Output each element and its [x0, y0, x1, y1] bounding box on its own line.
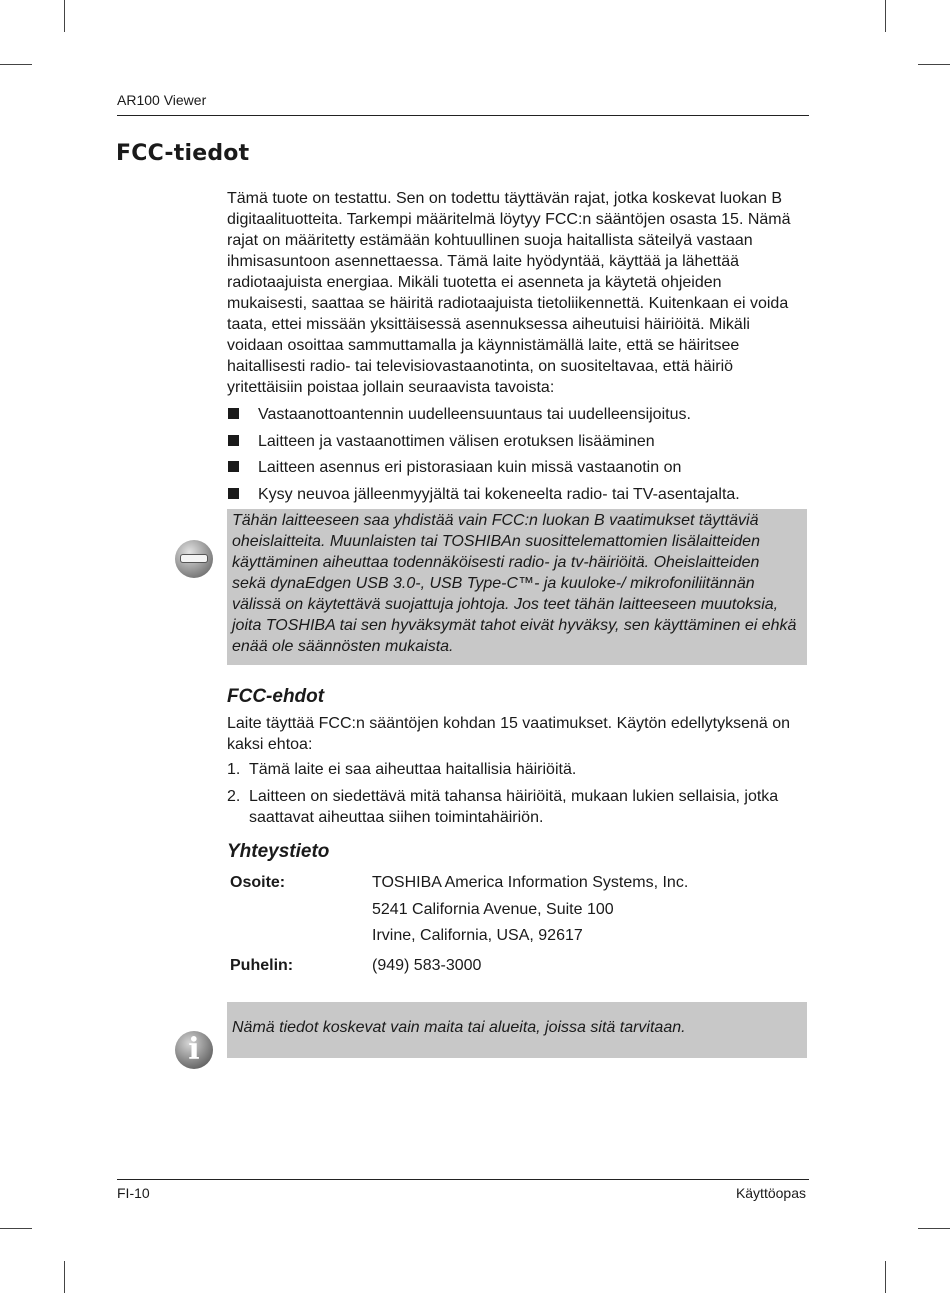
info-note: Nämä tiedot koskevat vain maita tai alueita, joissa sitä tarvitaan. — [227, 1002, 807, 1058]
crop-mark — [0, 1228, 32, 1229]
address-line: 5241 California Avenue, Suite 100 — [372, 900, 614, 918]
bullet-square-icon — [228, 408, 239, 419]
remedy-list — [227, 404, 807, 510]
main-content — [227, 188, 807, 1058]
crop-mark — [0, 64, 32, 65]
page-number: FI-10 — [117, 1185, 150, 1201]
crop-mark — [918, 1228, 950, 1229]
list-item: Vastaanottoantennin uudelleensuuntaus tai uudelleensijoitus. — [227, 404, 807, 431]
bullet-square-icon — [228, 488, 239, 499]
phone-value: (949) 583-3000 — [372, 957, 482, 974]
crop-mark — [885, 0, 886, 32]
section-title: FCC-tiedot — [116, 141, 250, 166]
list-item: Laitteen asennus eri pistorasiaan kuin missä vastaanotin on — [227, 457, 807, 484]
warning-note: Tähän laitteeseen saa yhdistää vain FCC:n luokan B vaatimukset täyttäviä oheislaitteita. Muunlaisten tai TOSHIBAn suosittelemattomien lisälaitteiden käyttäminen aiheuttaa todennäköisesti radio- ja tv-häiriöitä. Oheislaitteiden sekä dynaEdgen USB 3.0-, USB Type-C™- ja kuuloke-/ mikrofoniliitännän välissä on käytettävä suojattuja johtoja. Jos teet tähän laitteeseen muutoksia, joita TOSHIBA tai sen hyväksymät tahot eivät hyväksy, sen käyttäminen ei ehkä enää ole säännösten mukaista. — [227, 509, 807, 665]
contact-phone-row — [227, 955, 807, 982]
footer-doc-title: Käyttöopas — [735, 1185, 806, 1201]
list-item: 1. Tämä laite ei saa aiheuttaa haitallisia häiriöitä. — [227, 761, 577, 778]
address-line: TOSHIBA America Information Systems, Inc. — [372, 874, 689, 891]
conditions-list — [227, 759, 807, 828]
fcc-conditions-intro: Laite täyttää FCC:n sääntöjen kohdan 15 vaatimukset. Käytön edellytyksenä on kaksi ehtoa: — [227, 715, 791, 753]
crop-mark — [64, 0, 65, 32]
list-item: Laitteen ja vastaanottimen välisen erotuksen lisääminen — [227, 431, 807, 458]
crop-mark — [918, 64, 950, 65]
address-line: Irvine, California, USA, 92617 — [372, 927, 583, 944]
bullet-square-icon — [228, 461, 239, 472]
fcc-conditions-heading: FCC-ehdot — [227, 686, 325, 707]
contact-heading: Yhteystieto — [227, 841, 330, 862]
contact-address-row — [227, 925, 807, 955]
prohibition-icon — [175, 540, 213, 578]
list-item: Kysy neuvoa jälleenmyyjältä tai kokeneelta radio- tai TV-asentajalta. — [227, 484, 807, 511]
crop-mark — [64, 1261, 65, 1293]
address-label: Osoite: — [230, 874, 286, 891]
header-rule — [117, 115, 809, 116]
info-icon: i — [175, 1031, 213, 1069]
bullet-square-icon — [228, 435, 239, 446]
running-header: AR100 Viewer — [117, 92, 207, 108]
contact-address-row — [227, 872, 807, 899]
intro-paragraph: Tämä tuote on testattu. Sen on todettu täyttävän rajat, jotka koskevat luokan B digitaalituotteita. Tarkempi määritelmä löytyy FCC:n sääntöjen osasta 15. Nämä rajat on määritetty estämään kohtuullinen suoja haitallista säteilyä vastaan ihmisasuntoon asennettaessa. Tämä laite hyödyntää, käyttää ja lähettää radiotaajuista energiaa. Mikäli tuotetta ei asenneta ja käytetä ohjeiden mukaisesti, saattaa se häiritä radiotaajuista tietoliikennettä. Kuitenkaan ei voida taata, ettei missään yksittäisessä asennuksessa aiheutuisi häiriöitä. Mikäli voidaan osoittaa sammuttamalla ja käynnistämällä laite, että se häiritsee haitallisesti radio- tai televisiovastaanotinta, on suositeltavaa, että häiriö yritettäisiin poistaa jollain seuraavista tavoista: — [227, 190, 791, 396]
crop-mark — [885, 1261, 886, 1293]
contact-address-row — [227, 899, 807, 926]
list-item: 2. Laitteen on siedettävä mitä tahansa häiriöitä, mukaan lukien sellaisia, jotka saattavat aiheuttaa siihen toimintahäiriön. — [227, 788, 779, 826]
footer-rule — [117, 1179, 809, 1180]
phone-label: Puhelin: — [230, 957, 294, 974]
